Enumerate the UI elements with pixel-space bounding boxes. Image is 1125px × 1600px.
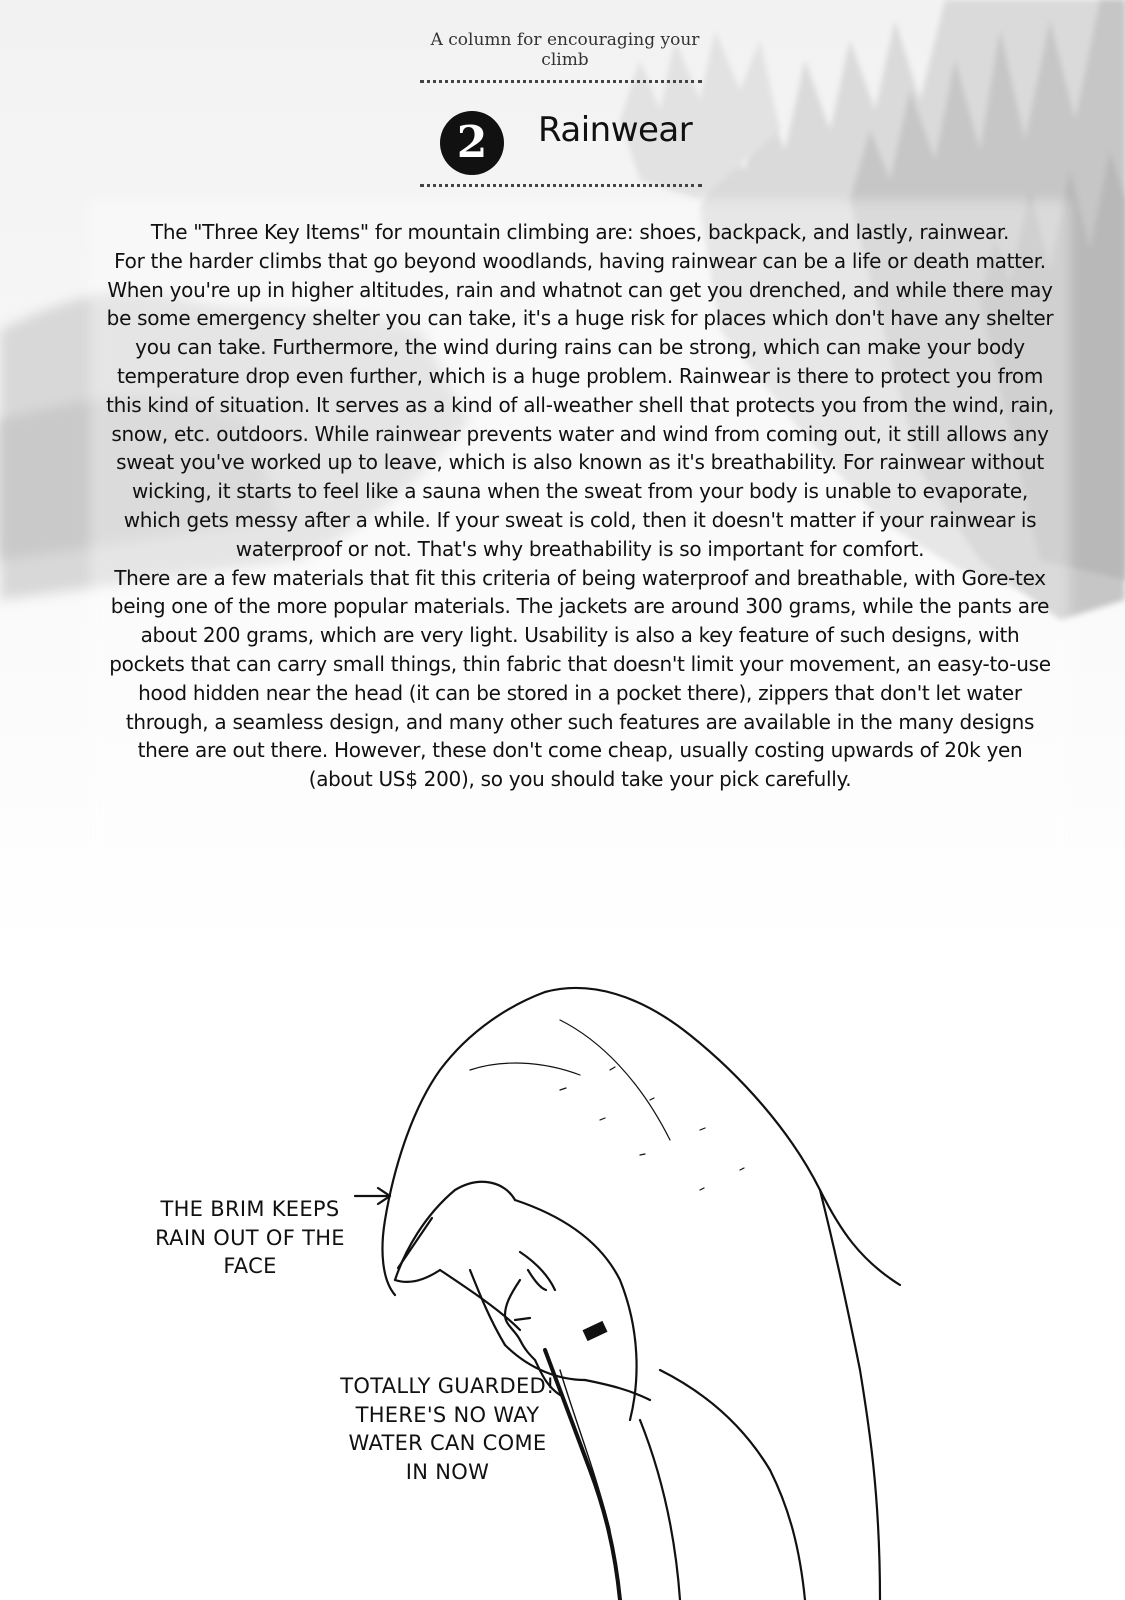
article-paragraph: There are a few materials that fit this criteria of being waterproof and breathable, with Gore-tex being one of the more popular materials. The jackets are around 300 grams, while the pants are about 200 grams, which are very light. Usability is also a key feature of such designs, with pockets that can carry small things, thin fabric that doesn't limit your movement, an easy-to-use hood hidden near the head (it can be stored in a pocket there), zippers that don't let water through, a seamless design, and many other such features are available in the many designs there are out there. However, these don't come cheap, usually costing upwards of 20k yen (about US$ 200), so you should take your pick carefully. [109, 565, 1051, 792]
column-title: Rainwear [538, 110, 693, 150]
top-dotted-divider [420, 80, 702, 83]
brim-callout: THE BRIM KEEPS RAIN OUT OF THE FACE [155, 1197, 345, 1278]
guarded-callout: TOTALLY GUARDED! THERE'S NO WAY WATER CAN COME IN NOW [340, 1374, 555, 1484]
column-subtitle: A column for encouraging your climb [430, 30, 700, 70]
article-paragraph: The "Three Key Items" for mountain climbing are: shoes, backpack, and lastly, rainwear. [150, 220, 1010, 244]
column-number-badge: 2 [440, 111, 504, 175]
bottom-dotted-divider [420, 184, 702, 187]
article-paragraph: For the harder climbs that go beyond woodlands, having rainwear can be a life or death matter. When you're up in higher altitudes, rain and whatnot can get you drenched, and while there may be some emergency shelter you can take, it's a huge risk for places which don't have any shelter you can take. Furthermore, the wind during rains can be strong, which can make your body temperature drop even further, which is a huge problem. Rainwear is there to protect you from this kind of situation. It serves as a kind of all-weather shell that protects you from the wind, rain, snow, etc. outdoors. While rainwear prevents water and wind from coming out, it still allows any sweat you've worked up to leave, which is also known as it's breathability. For rainwear without wicking, it starts to feel like a sauna when the sweat from your body is unable to evaporate, which gets messy after a while. If your sweat is cold, then it doesn't matter if your rainwear is waterproof or not. That's why breathability is so important for comfort. [106, 248, 1054, 561]
article-body [105, 218, 1055, 794]
